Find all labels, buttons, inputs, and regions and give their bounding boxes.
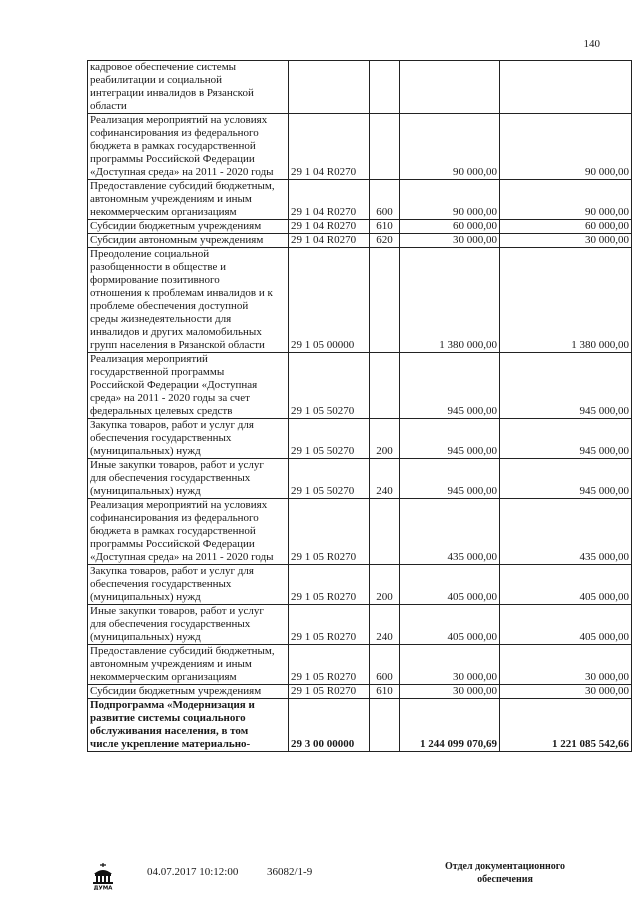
table-row — [88, 685, 632, 699]
row-amount-2018-cell: 1 380 000,00 — [500, 248, 632, 353]
row-code-cell — [289, 61, 370, 114]
table-row — [88, 114, 632, 180]
row-expense-type-cell: 620 — [370, 234, 400, 248]
row-amount-2018-cell: 945 000,00 — [500, 353, 632, 419]
row-expense-type-cell: 240 — [370, 459, 400, 499]
budget-table — [87, 60, 632, 752]
row-name-cell: Предоставление субсидий бюджетным, автономным учреждениям и иным некоммерческим организациям — [88, 180, 289, 220]
row-code-cell: 29 1 05 50270 — [289, 353, 370, 419]
row-code-cell: 29 1 05 R0270 — [289, 499, 370, 565]
row-code-cell: 29 1 04 R0270 — [289, 180, 370, 220]
row-amount-2018-cell: 60 000,00 — [500, 220, 632, 234]
row-expense-type-cell — [370, 248, 400, 353]
footer-department: Отдел документационного обеспечения — [444, 861, 566, 885]
row-amount-2018-cell: 405 000,00 — [500, 605, 632, 645]
row-amount-2018-cell: 30 000,00 — [500, 234, 632, 248]
row-amount-2018-cell: 1 221 085 542,66 — [500, 699, 632, 752]
row-name-cell: Иные закупки товаров, работ и услуг для обеспечения государственных (муниципальных) нужд — [88, 605, 289, 645]
row-amount-2017-cell: 405 000,00 — [400, 565, 500, 605]
row-name-cell: Предоставление субсидий бюджетным, автономным учреждениям и иным некоммерческим организациям — [88, 645, 289, 685]
row-amount-2018-cell: 90 000,00 — [500, 180, 632, 220]
row-name-cell: Субсидии бюджетным учреждениям — [88, 685, 289, 699]
table-row — [88, 234, 632, 248]
row-name-cell: Реализация мероприятий государственной программы Российской Федерации «Доступная среда» на 2011 - 2020 годы за счет федеральных целевых средств — [88, 353, 289, 419]
row-amount-2017-cell: 1 380 000,00 — [400, 248, 500, 353]
row-amount-2017-cell — [400, 61, 500, 114]
row-code-cell: 29 1 05 00000 — [289, 248, 370, 353]
row-amount-2018-cell: 945 000,00 — [500, 419, 632, 459]
row-expense-type-cell: 600 — [370, 180, 400, 220]
row-expense-type-cell: 200 — [370, 419, 400, 459]
row-expense-type-cell — [370, 699, 400, 752]
row-amount-2018-cell: 945 000,00 — [500, 459, 632, 499]
row-name-cell: Субсидии бюджетным учреждениям — [88, 220, 289, 234]
footer-datetime: 04.07.2017 10:12:00 — [147, 866, 239, 878]
row-expense-type-cell — [370, 499, 400, 565]
row-amount-2018-cell: 435 000,00 — [500, 499, 632, 565]
svg-text:ДУМА: ДУМА — [93, 885, 113, 890]
row-name-cell: Преодоление социальной разобщенности в обществе и формирование позитивного отношения к проблемам инвалидов и к проблеме обеспечения доступной среды жизнедеятельности для инвалидов и других маломобильных групп населения в Рязанской области — [88, 248, 289, 353]
row-amount-2017-cell: 405 000,00 — [400, 605, 500, 645]
row-amount-2017-cell: 1 244 099 070,69 — [400, 699, 500, 752]
row-amount-2017-cell: 945 000,00 — [400, 459, 500, 499]
row-expense-type-cell: 200 — [370, 565, 400, 605]
row-amount-2017-cell: 90 000,00 — [400, 114, 500, 180]
page-footer — [0, 858, 640, 898]
table-row — [88, 220, 632, 234]
row-code-cell: 29 1 04 R0270 — [289, 234, 370, 248]
row-amount-2018-cell: 405 000,00 — [500, 565, 632, 605]
row-expense-type-cell — [370, 61, 400, 114]
table-row — [88, 699, 632, 752]
row-amount-2017-cell: 30 000,00 — [400, 645, 500, 685]
row-amount-2018-cell: 90 000,00 — [500, 114, 632, 180]
table-row — [88, 353, 632, 419]
row-name-cell: Подпрограмма «Модернизация и развитие системы социального обслуживания населения, в том числе укрепление материально- — [88, 699, 289, 752]
row-code-cell: 29 1 04 R0270 — [289, 114, 370, 180]
row-code-cell: 29 1 05 R0270 — [289, 605, 370, 645]
row-amount-2017-cell: 30 000,00 — [400, 234, 500, 248]
row-name-cell: Субсидии автономным учреждениям — [88, 234, 289, 248]
row-code-cell: 29 1 05 R0270 — [289, 685, 370, 699]
table-row — [88, 61, 632, 114]
row-name-cell: Закупка товаров, работ и услуг для обеспечения государственных (муниципальных) нужд — [88, 565, 289, 605]
row-amount-2017-cell: 90 000,00 — [400, 180, 500, 220]
table-row — [88, 565, 632, 605]
table-row — [88, 180, 632, 220]
row-amount-2017-cell: 945 000,00 — [400, 419, 500, 459]
row-expense-type-cell — [370, 353, 400, 419]
row-amount-2018-cell: 30 000,00 — [500, 645, 632, 685]
row-code-cell: 29 3 00 00000 — [289, 699, 370, 752]
row-expense-type-cell: 610 — [370, 220, 400, 234]
row-name-cell: Реализация мероприятий на условиях софинансирования из федерального бюджета в рамках государственной программы Российской Федерации «Доступная среда» на 2011 - 2020 годы — [88, 499, 289, 565]
row-amount-2017-cell: 60 000,00 — [400, 220, 500, 234]
row-name-cell: Закупка товаров, работ и услуг для обеспечения государственных (муниципальных) нужд — [88, 419, 289, 459]
duma-logo — [88, 860, 118, 890]
row-code-cell: 29 1 04 R0270 — [289, 220, 370, 234]
row-code-cell: 29 1 05 R0270 — [289, 645, 370, 685]
row-expense-type-cell — [370, 114, 400, 180]
row-amount-2017-cell: 30 000,00 — [400, 685, 500, 699]
row-amount-2018-cell: 30 000,00 — [500, 685, 632, 699]
page-number: 140 — [583, 38, 600, 50]
row-expense-type-cell: 600 — [370, 645, 400, 685]
table-row — [88, 605, 632, 645]
row-code-cell: 29 1 05 50270 — [289, 459, 370, 499]
row-name-cell: Реализация мероприятий на условиях софинансирования из федерального бюджета в рамках государственной программы Российской Федерации «Доступная среда» на 2011 - 2020 годы — [88, 114, 289, 180]
row-code-cell: 29 1 05 50270 — [289, 419, 370, 459]
row-amount-2017-cell: 435 000,00 — [400, 499, 500, 565]
table-row — [88, 419, 632, 459]
table-row — [88, 248, 632, 353]
row-amount-2018-cell — [500, 61, 632, 114]
row-name-cell: Иные закупки товаров, работ и услуг для обеспечения государственных (муниципальных) нужд — [88, 459, 289, 499]
footer-doc-number: 36082/1-9 — [267, 866, 313, 878]
row-amount-2017-cell: 945 000,00 — [400, 353, 500, 419]
row-expense-type-cell: 240 — [370, 605, 400, 645]
row-expense-type-cell: 610 — [370, 685, 400, 699]
table-row — [88, 459, 632, 499]
row-name-cell: кадровое обеспечение системы реабилитации и социальной интеграции инвалидов в Рязанской области — [88, 61, 289, 114]
table-row — [88, 645, 632, 685]
row-code-cell: 29 1 05 R0270 — [289, 565, 370, 605]
table-row — [88, 499, 632, 565]
